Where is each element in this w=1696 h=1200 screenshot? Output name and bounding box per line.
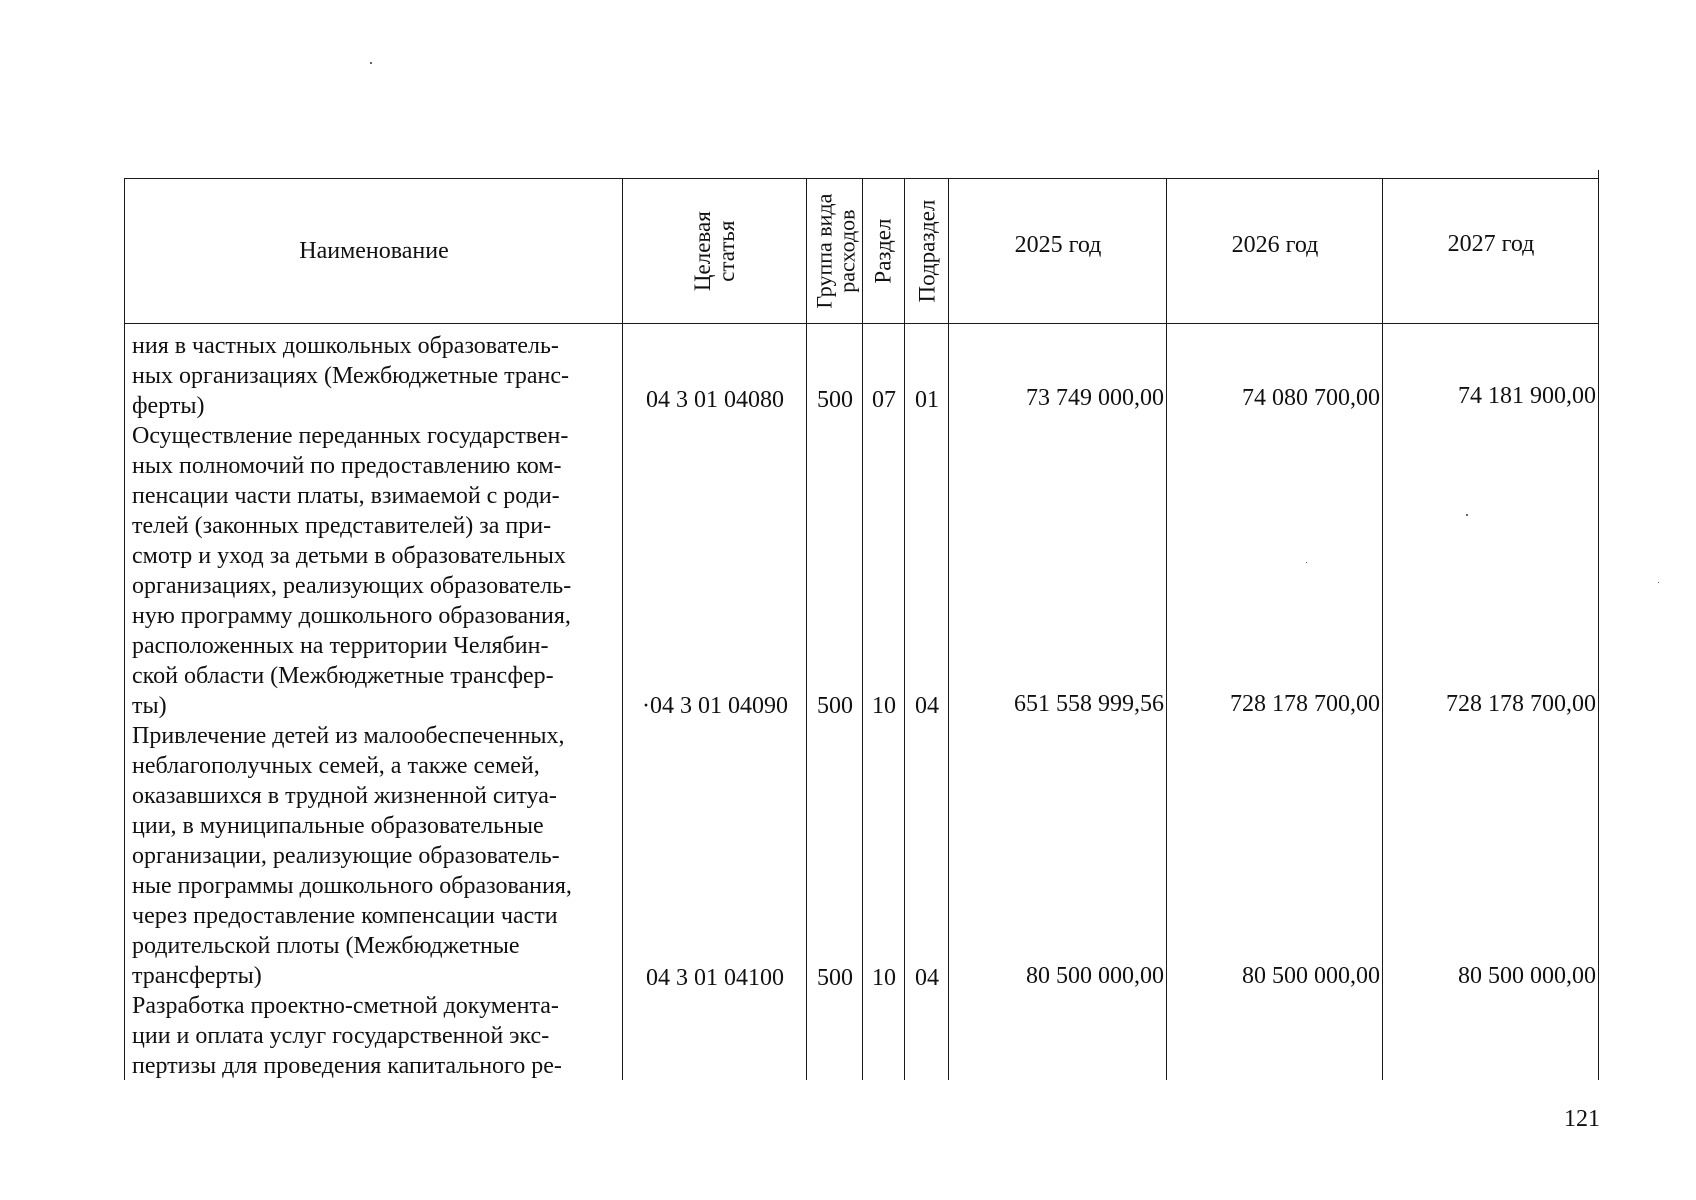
row-value-2026: 74 080 700,00 xyxy=(1242,385,1380,411)
row-value-2025: 80 500 000,00 xyxy=(1026,963,1164,989)
row-name: Осуществление переданных государствен- ных полномочий по предоставлению ком- пенсации части платы, взимаемой с роди- телей (законных представителей) за при- смотр и уход за детьми в образовательных организациях, реализующих образователь- ную программу дошкольного образования, расположенных на территории Челябин- ской области (Межбюджетные трансфер- ты) xyxy=(132,423,572,719)
row-value-2027: 74 181 900,00 xyxy=(1458,383,1596,409)
header-target-article: Целевая статья xyxy=(689,211,739,292)
header-2026: 2026 год xyxy=(1231,231,1319,258)
row-expense-group: 500 xyxy=(817,693,853,719)
row-expense-group: 500 xyxy=(817,387,853,413)
header-2025: 2025 год xyxy=(1014,231,1102,258)
row-value-2027: 728 178 700,00 xyxy=(1446,691,1596,717)
header-expense-group: Группа вида расходов xyxy=(810,194,860,309)
page-number: 121 xyxy=(1564,1106,1600,1132)
header-name: Наименование xyxy=(299,238,449,265)
row-expense-group: 500 xyxy=(817,965,853,991)
row-name: Разработка проектно-сметной документа- ции и оплата услуг государственной экс- пертизы для проведения капитального ре- xyxy=(132,993,562,1079)
row-subsection: 04 xyxy=(915,965,939,991)
row-subsection: 04 xyxy=(915,693,939,719)
row-value-2027: 80 500 000,00 xyxy=(1458,963,1596,989)
row-value-2026: 80 500 000,00 xyxy=(1242,963,1380,989)
row-section: 10 xyxy=(872,693,896,719)
header-section: Раздел xyxy=(870,218,896,285)
row-target-article: ·04 3 01 04090 xyxy=(642,693,788,719)
row-value-2025: 73 749 000,00 xyxy=(1026,385,1164,411)
header-subsection: Подраздел xyxy=(913,200,939,303)
row-name: ния в частных дошкольных образователь- ных организациях (Межбюджетные транс- ферты) xyxy=(132,333,570,419)
row-subsection: 01 xyxy=(915,387,939,413)
row-name: Привлечение детей из малообеспеченных, неблагополучных семей, а также семей, оказавшихся в трудной жизненной ситуа- ции, в муниципальные образовательные организации, реализующие образователь- ные программы дошкольного образования, через предоставление компенсации части родительской плоты (Межбюджетные трансферты) xyxy=(132,723,572,989)
scan-speck xyxy=(1658,582,1659,583)
row-target-article: 04 3 01 04080 xyxy=(646,387,784,413)
row-section: 10 xyxy=(872,965,896,991)
header-2027: 2027 год xyxy=(1447,230,1535,257)
scan-speck xyxy=(1306,562,1307,563)
scan-speck xyxy=(370,62,372,64)
row-value-2025: 651 558 999,56 xyxy=(1014,691,1164,717)
row-target-article: 04 3 01 04100 xyxy=(646,965,784,991)
row-value-2026: 728 178 700,00 xyxy=(1230,691,1380,717)
row-section: 07 xyxy=(872,387,896,413)
scan-speck xyxy=(1466,514,1468,516)
